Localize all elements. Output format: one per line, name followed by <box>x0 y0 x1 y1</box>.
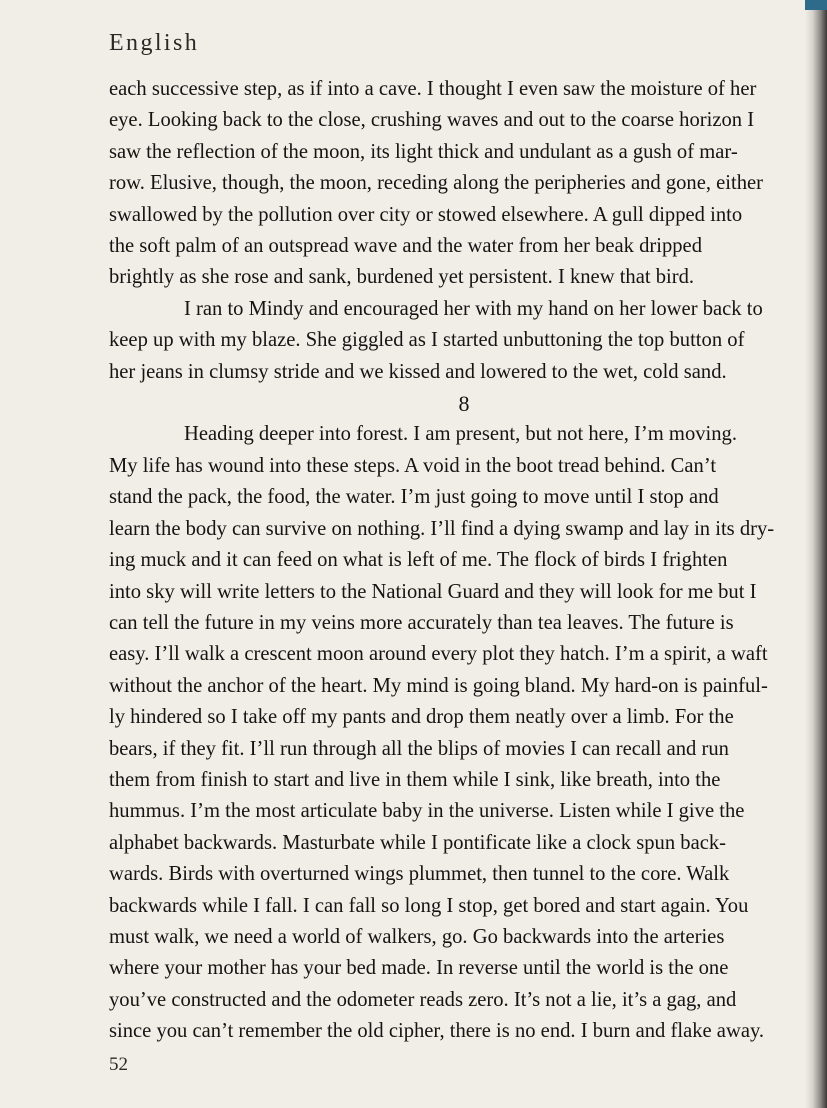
running-header: English <box>109 30 200 56</box>
text-line: stand the pack, the food, the water. I’m just going to move until I stop and <box>109 486 719 509</box>
text-line: brightly as she rose and sank, burdened yet persistent. I knew that bird. <box>109 266 695 289</box>
text-line: ly hindered so I take off my pants and drop them neatly over a limb. For the <box>109 706 734 729</box>
text-line: the soft palm of an outspread wave and the water from her beak dripped <box>109 235 702 258</box>
text-line: you’ve constructed and the odometer reads zero. It’s not a lie, it’s a gag, and <box>109 988 737 1011</box>
body-text <box>109 74 819 1048</box>
text-line: each successive step, as if into a cave. I thought I even saw the moisture of her <box>109 78 757 100</box>
text-line: her jeans in clumsy stride and we kissed and lowered to the wet, cold sand. <box>109 360 727 383</box>
text-line: backwards while I fall. I can fall so long I stop, get bored and start again. You <box>109 894 749 917</box>
text-line: hummus. I’m the most articulate baby in the universe. Listen while I give the <box>109 800 745 823</box>
text-line: wards. Birds with overturned wings plummet, then tunnel to the core. Walk <box>109 863 730 886</box>
text-line: must walk, we need a world of walkers, go. Go backwards into the arteries <box>109 925 725 948</box>
corner-tab <box>805 0 827 10</box>
text-line: learn the body can survive on nothing. I’ll find a dying swamp and lay in its dry- <box>109 517 775 540</box>
text-line: eye. Looking back to the close, crushing waves and out to the coarse horizon I <box>109 109 755 132</box>
text-line: can tell the future in my veins more accurately than tea leaves. The future is <box>109 611 734 634</box>
text-line: since you can’t remember the old cipher, there is no end. I burn and flake away. <box>109 1020 765 1043</box>
text-line: My life has wound into these steps. A void in the boot tread behind. Can’t <box>109 454 717 477</box>
text-line: without the anchor of the heart. My mind is going bland. My hard-on is painful- <box>109 674 768 697</box>
text-line: keep up with my blaze. She giggled as I started unbuttoning the top button of <box>109 329 745 352</box>
text-line: into sky will write letters to the National Guard and they will look for me but I <box>109 580 757 603</box>
text-line: I ran to Mindy and encouraged her with my hand on her lower back to <box>184 297 763 320</box>
page-number: 52 <box>109 1054 128 1075</box>
text-line: easy. I’ll walk a crescent moon around every plot they hatch. I’m a spirit, a waft <box>109 643 768 666</box>
text-line: saw the reflection of the moon, its light thick and undulant as a gush of mar- <box>109 140 738 163</box>
section-number: 8 <box>458 391 470 417</box>
text-line: where your mother has your bed made. In reverse until the world is the one <box>109 957 729 980</box>
text-line: them from finish to start and live in them while I sink, like breath, into the <box>109 768 721 791</box>
text-line: Heading deeper into forest. I am present, but not here, I’m moving. <box>184 423 738 446</box>
text-line: row. Elusive, though, the moon, receding along the peripheries and gone, either <box>109 172 764 195</box>
text-line: swallowed by the pollution over city or stowed elsewhere. A gull dipped into <box>109 203 743 226</box>
text-line: alphabet backwards. Masturbate while I pontificate like a clock spun back- <box>109 831 727 854</box>
text-line: ing muck and it can feed on what is left of me. The flock of birds I frighten <box>109 549 728 572</box>
text-line: bears, if they fit. I’ll run through all the blips of movies I can recall and run <box>109 737 729 760</box>
